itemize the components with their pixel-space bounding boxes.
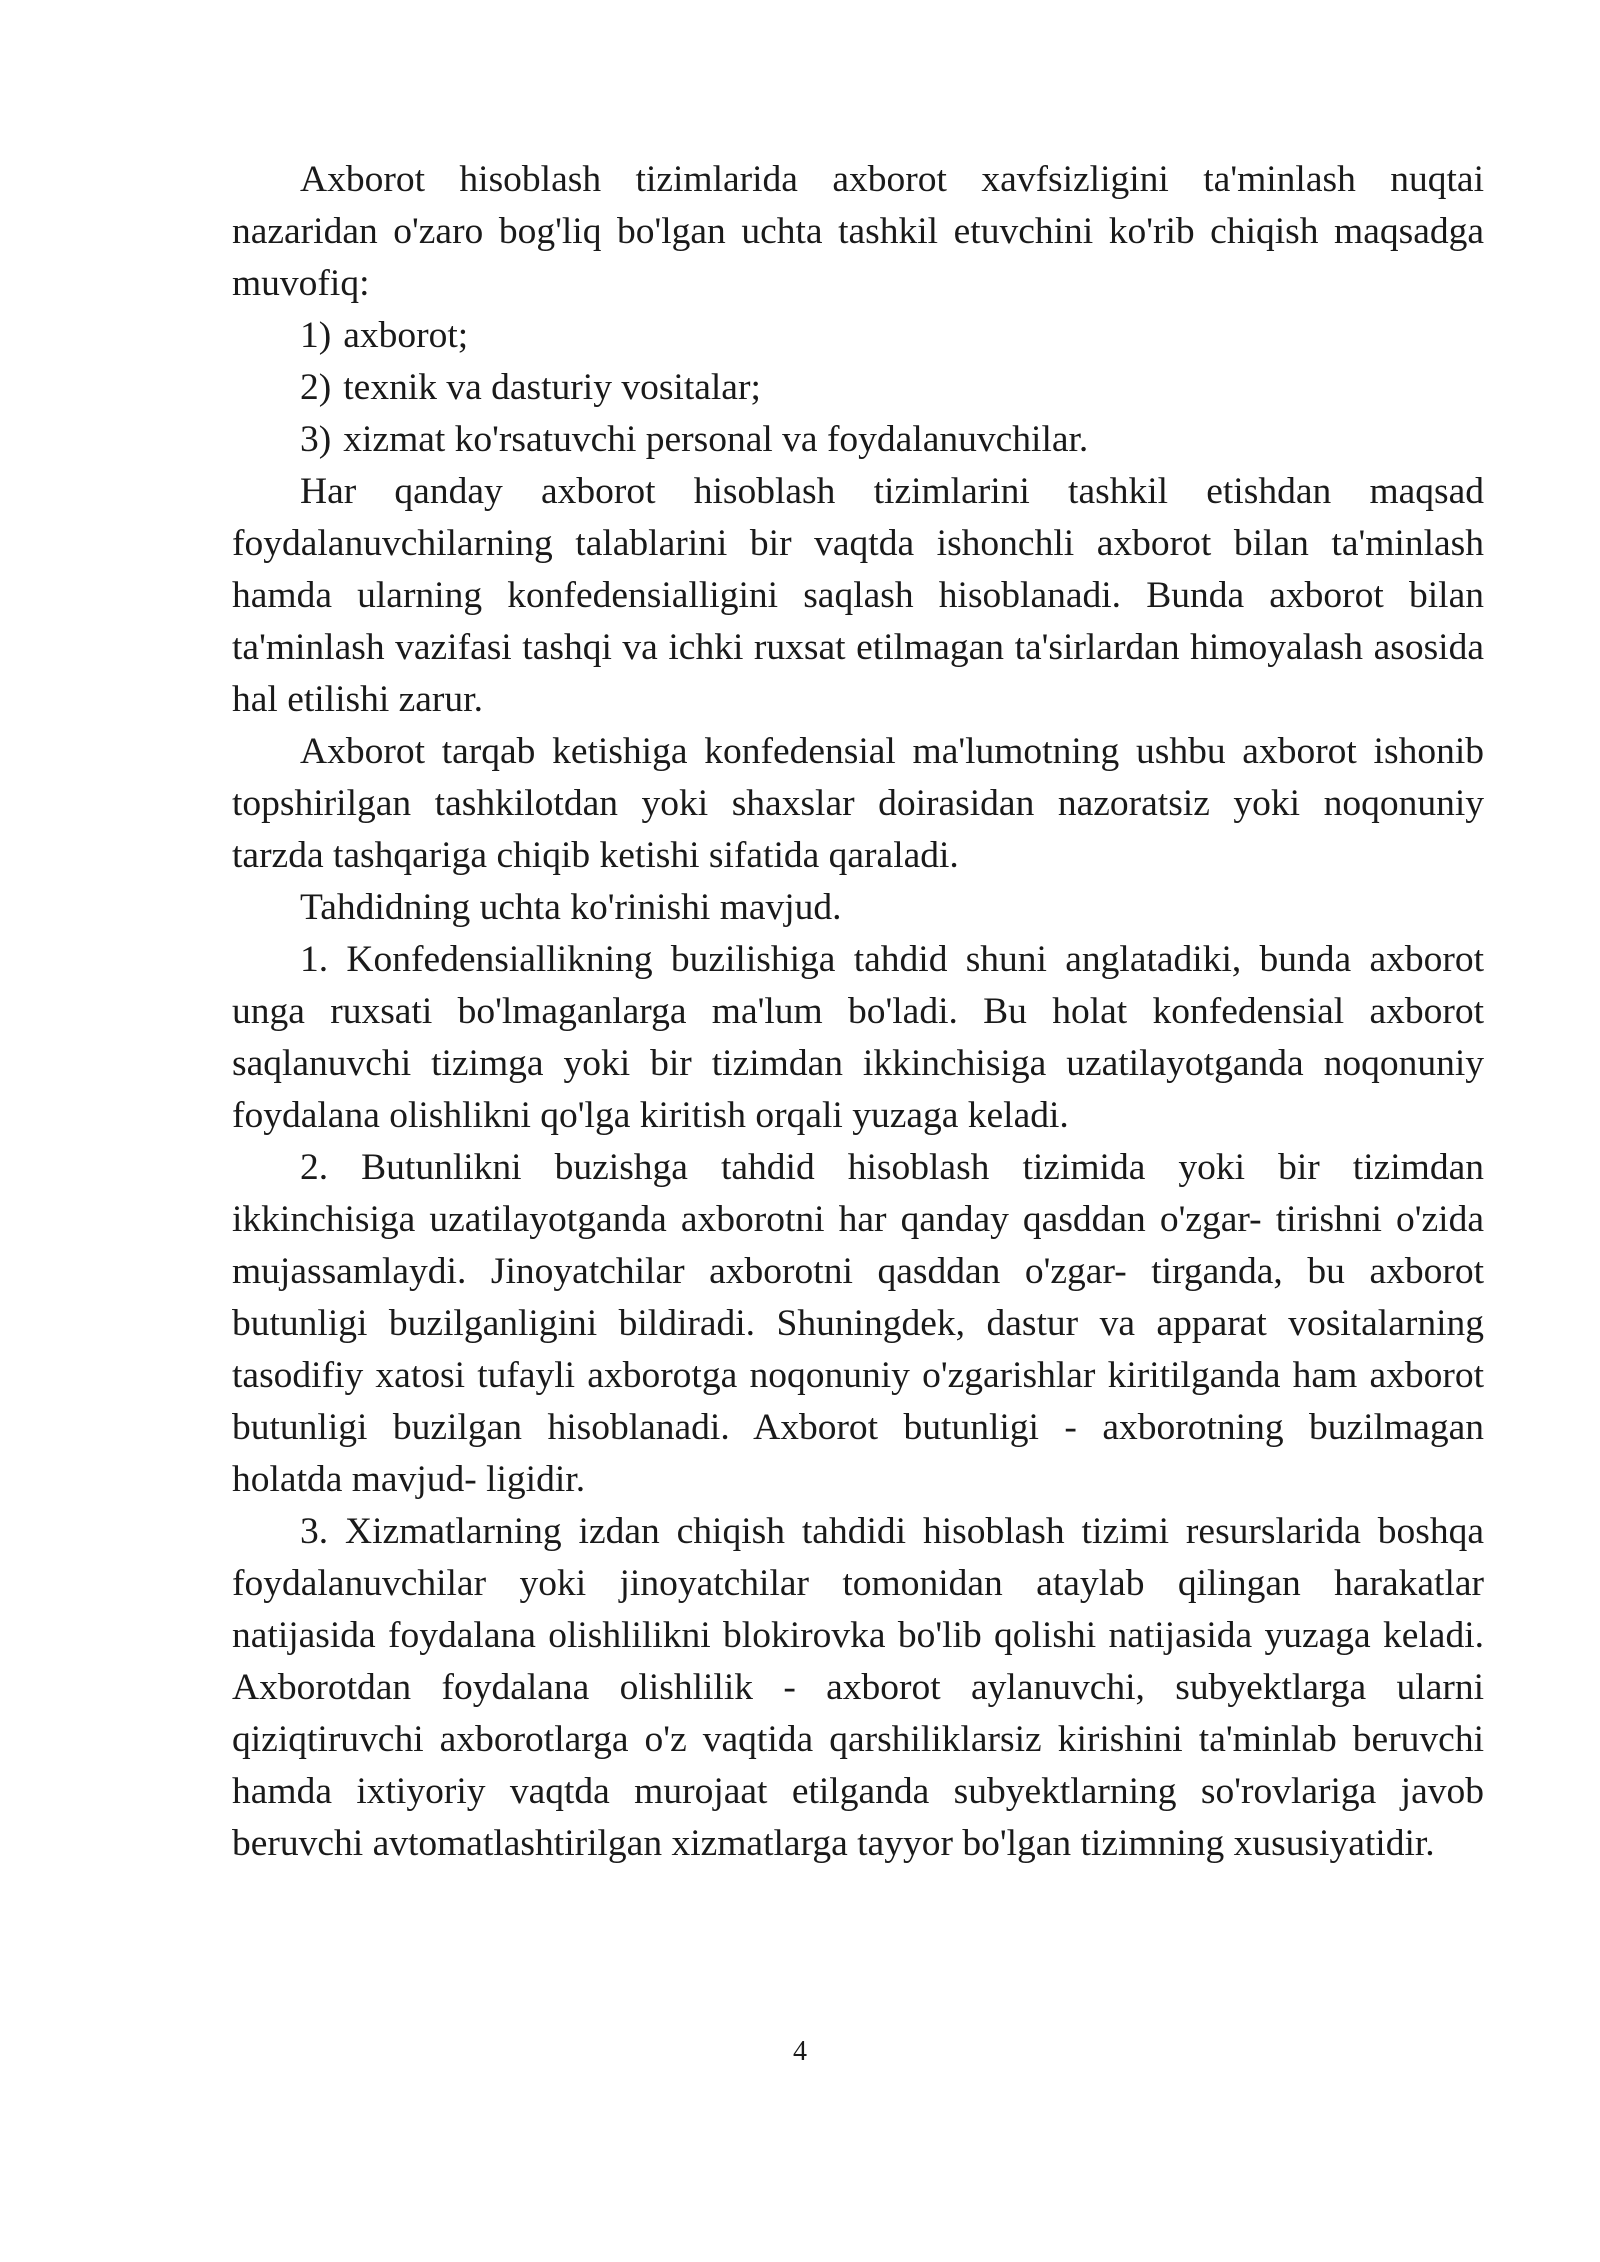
list-item <box>232 414 1484 466</box>
page-number: 4 <box>793 2036 807 2067</box>
list-item-text: xizmat ko'rsatuvchi personal va foydalanuvchilar. <box>343 419 1089 460</box>
paragraph-threat-types: Tahdidning uchta ko'rinishi mavjud. <box>300 887 842 928</box>
body-text <box>232 154 1484 1870</box>
list-item <box>232 310 1484 362</box>
paragraph-intro: Axborot hisoblash tizimlarida axborot xavfsizligini ta'minlash nuqtai nazaridan o'zaro bog'liq bo'lgan uchta tashkil etuvchini ko'rib chiqish maqsadga muvofiq: <box>232 159 1484 304</box>
paragraph-threat-confidentiality: 1. Konfedensiallikning buzilishiga tahdid shuni anglatadiki, bunda axborot unga ruxsati bo'lmaganlarga ma'lum bo'ladi. Bu holat konfedensial axborot saqlanuvchi tizimga yoki bir tizimdan ikkinchisiga uzatilayotganda noqonuniy foydalana olishlikni qo'lga kiritish orqali yuzaga keladi. <box>232 939 1484 1136</box>
list-item-number: 3) <box>300 419 332 460</box>
paragraph-threat-integrity: 2. Butunlikni buzishga tahdid hisoblash tizimida yoki bir tizimdan ikkinchisiga uzatilayotganda axborotni har qanday qasddan o'zgar- tirishni o'zida mujassamlaydi. Jinoyatchilar axborotni qasddan o'zgar- tirganda, bu axborot butunligi buzilganligini bildiradi. Shuningdek, dastur va apparat vositalarning tasodifiy xatosi tufayli axborotga noqonuniy o'zgarishlar kiritilganda ham axborot butunligi buzilgan hisoblanadi. Axborot butunligi - axborotning buzilmagan holatda mavjud- ligidir. <box>232 1147 1484 1500</box>
list-item-number: 2) <box>300 367 332 408</box>
list-item-text: texnik va dasturiy vositalar; <box>343 367 761 408</box>
paragraph-goal: Har qanday axborot hisoblash tizimlarini tashkil etishdan maqsad foydalanuvchilarning talablarini bir vaqtda ishonchli axborot bilan ta'minlash hamda ularning konfedensialligini saqlash hisoblanadi. Bunda axborot bilan ta'minlash vazifasi tashqi va ichki ruxsat etilmagan ta'sirlardan himoyalash asosida hal etilishi zarur. <box>232 471 1484 720</box>
list-item-text: axborot; <box>343 315 469 356</box>
list-item <box>232 362 1484 414</box>
paragraph-leak: Axborot tarqab ketishiga konfedensial ma'lumotning ushbu axborot ishonib topshirilgan tashkilotdan yoki shaxslar doirasidan nazoratsiz yoki noqonuniy tarzda tashqariga chiqib ketishi sifatida qaraladi. <box>232 731 1484 876</box>
list-item-number: 1) <box>300 315 332 356</box>
paragraph-threat-availability: 3. Xizmatlarning izdan chiqish tahdidi hisoblash tizimi resurslarida boshqa foydalanuvchilar yoki jinoyatchilar tomonidan ataylab qilingan harakatlar natijasida foydalana olishlilikni blokirovka bo'lib qolishi natijasida yuzaga keladi. Axborotdan foydalana olishlilik - axborot aylanuvchi, subyektlarga ularni qiziqtiruvchi axborotlarga o'z vaqtida qarshiliklarsiz kirishini ta'minlab beruvchi hamda ixtiyoriy vaqtda murojaat etilganda subyektlarning so'rovlariga javob beruvchi avtomatlashtirilgan xizmatlarga tayyor bo'lgan tizimning xususiyatidir. <box>232 1511 1484 1864</box>
